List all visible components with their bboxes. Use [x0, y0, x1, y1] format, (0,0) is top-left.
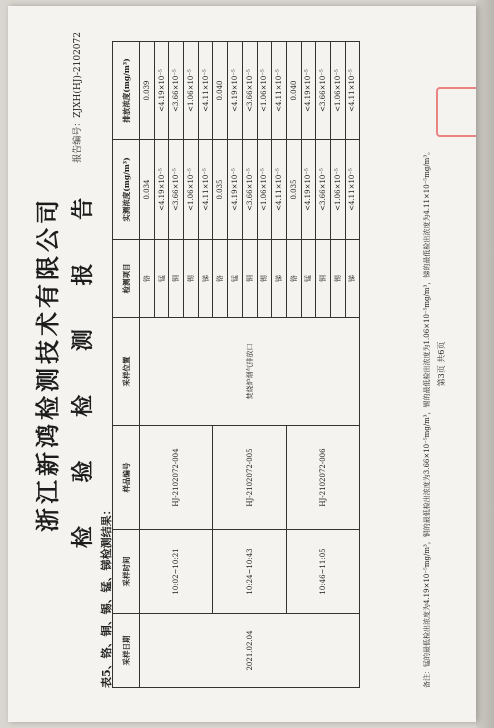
- header-cell: 检测项目: [113, 240, 140, 318]
- test-item-cell: 锰: [301, 240, 316, 318]
- emission-cell: <4.19×10⁻⁵: [154, 42, 169, 140]
- measured-cell: <4.11×10⁻⁵: [198, 140, 213, 240]
- header-cell: 排放浓度(mg/m³): [113, 42, 140, 140]
- measured-cell: <3.66×10⁻⁵: [242, 140, 257, 240]
- report-number: 报告编号：ZJXH(HJ)-2102072: [73, 32, 83, 163]
- table-header-row: [113, 42, 140, 688]
- test-item-cell: 锑: [198, 240, 213, 318]
- emission-cell: <4.19×10⁻⁵: [228, 42, 243, 140]
- emission-cell: 0.040: [286, 42, 301, 140]
- test-item-cell: 铜: [316, 240, 331, 318]
- emission-cell: <4.11×10⁻⁵: [272, 42, 287, 140]
- test-item-cell: 锑: [345, 240, 360, 318]
- header-cell: 采样位置: [113, 318, 140, 426]
- page-edge-shadow: [476, 0, 494, 728]
- header-cell: 采样日期: [113, 614, 140, 688]
- test-item-cell: 铬: [140, 240, 155, 318]
- test-item-cell: 锡: [257, 240, 272, 318]
- measured-cell: <4.19×10⁻⁵: [228, 140, 243, 240]
- emission-cell: <1.06×10⁻⁵: [257, 42, 272, 140]
- sample-id-cell: HJ-2102072-005: [213, 426, 286, 530]
- test-item-cell: 铜: [169, 240, 184, 318]
- test-item-cell: 锰: [228, 240, 243, 318]
- measured-cell: 0.035: [286, 140, 301, 240]
- test-item-cell: 铬: [286, 240, 301, 318]
- header-cell: 实测浓度(mg/m³): [113, 140, 140, 240]
- test-item-cell: 锰: [154, 240, 169, 318]
- sample-id-cell: HJ-2102072-004: [140, 426, 213, 530]
- test-item-cell: 锡: [330, 240, 345, 318]
- results-table: [112, 41, 360, 688]
- emission-cell: <1.06×10⁻⁵: [184, 42, 199, 140]
- measured-cell: <4.19×10⁻⁵: [301, 140, 316, 240]
- sampling-time-cell: 10:02~10:21: [140, 530, 213, 614]
- red-stamp: [436, 87, 476, 137]
- measured-cell: <1.06×10⁻⁵: [257, 140, 272, 240]
- table-caption: 表5、铬、铜、锡、锰、锑检测结果：: [100, 504, 113, 688]
- emission-cell: <4.11×10⁻⁵: [198, 42, 213, 140]
- report-page: [8, 6, 476, 722]
- measured-cell: <3.66×10⁻⁵: [316, 140, 331, 240]
- test-item-cell: 铬: [213, 240, 228, 318]
- emission-cell: 0.039: [140, 42, 155, 140]
- emission-cell: <1.06×10⁻⁵: [330, 42, 345, 140]
- measured-cell: <3.66×10⁻⁵: [169, 140, 184, 240]
- report-title: 检 验 检 测 报 告: [70, 179, 96, 549]
- sampling-location-cell: 焚烧炉烟气排放口: [140, 318, 360, 426]
- sample-id-cell: HJ-2102072-006: [286, 426, 359, 530]
- header-cell: 采样时间: [113, 530, 140, 614]
- page-number: 第3页 共6页: [437, 341, 446, 387]
- measured-cell: <1.06×10⁻⁵: [184, 140, 199, 240]
- test-item-cell: 锑: [272, 240, 287, 318]
- rotated-page-content: [8, 6, 476, 722]
- measured-cell: 0.035: [213, 140, 228, 240]
- test-item-cell: 锡: [184, 240, 199, 318]
- measured-cell: <4.11×10⁻⁵: [345, 140, 360, 240]
- emission-cell: <3.66×10⁻⁵: [242, 42, 257, 140]
- table-row: [140, 42, 155, 688]
- company-name: 浙江新鸿检测技术有限公司: [33, 196, 62, 532]
- sampling-date-cell: 2021.02.04: [140, 614, 360, 688]
- emission-cell: <4.19×10⁻⁵: [301, 42, 316, 140]
- measured-cell: <4.19×10⁻⁵: [154, 140, 169, 240]
- sampling-time-cell: 10:24~10:43: [213, 530, 286, 614]
- emission-cell: <3.66×10⁻⁵: [316, 42, 331, 140]
- measured-cell: <1.06×10⁻⁵: [330, 140, 345, 240]
- test-item-cell: 铜: [242, 240, 257, 318]
- measured-cell: 0.034: [140, 140, 155, 240]
- table-note: 备注：锰的最低检出浓度为4.19×10⁻⁵mg/m³，铜的最低检出浓度为3.66×10⁻⁵mg/m³，锡的最低检出浓度为1.06×10⁻⁵mg/m³，锑的最低检出浓度为4.11×10⁻⁵mg/m³。: [423, 147, 431, 688]
- measured-cell: <4.11×10⁻⁵: [272, 140, 287, 240]
- sampling-time-cell: 10:46~11:05: [286, 530, 359, 614]
- emission-cell: <4.11×10⁻⁵: [345, 42, 360, 140]
- emission-cell: <3.66×10⁻⁵: [169, 42, 184, 140]
- emission-cell: 0.040: [213, 42, 228, 140]
- header-cell: 样品编号: [113, 426, 140, 530]
